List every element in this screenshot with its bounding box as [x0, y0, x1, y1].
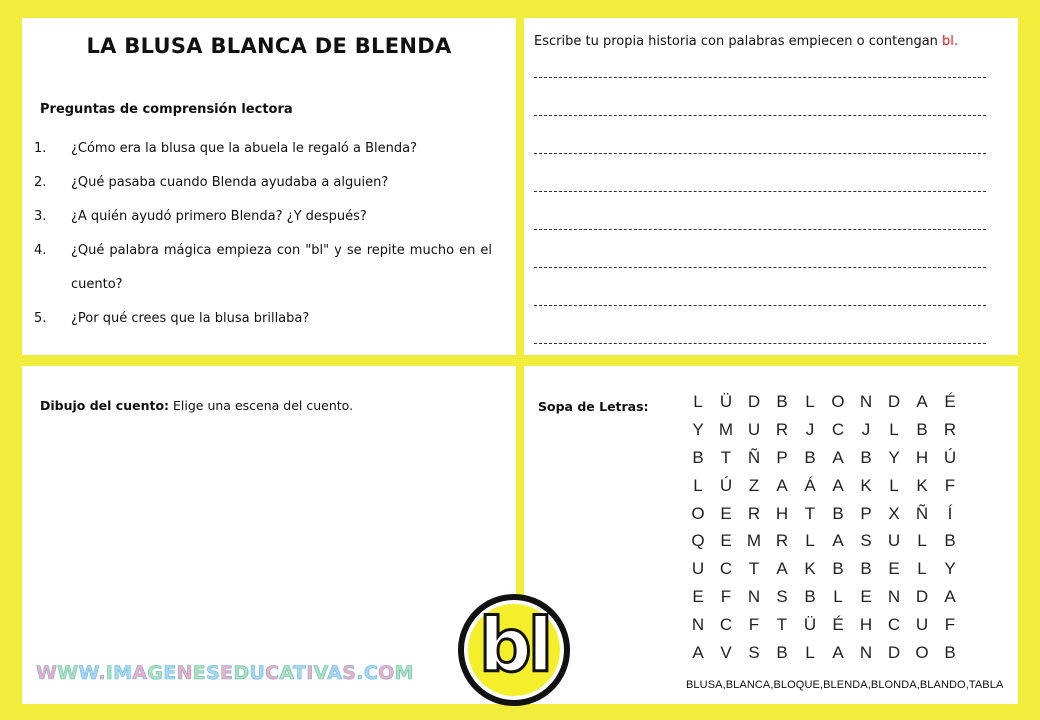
grid-letter: N	[859, 392, 873, 411]
questions-list	[34, 132, 492, 336]
grid-letter: C	[831, 419, 845, 439]
writing-line	[534, 267, 986, 268]
grid-letter: É	[832, 615, 844, 635]
worksheet-title: LA BLUSA BLANCA DE BLENDA	[86, 34, 452, 58]
grid-letter: Ü	[719, 392, 733, 411]
grid-letter: B	[804, 447, 816, 467]
grid-letter: L	[805, 643, 815, 663]
grid-letter: H	[775, 503, 789, 523]
grid-letter: K	[804, 559, 816, 579]
grid-letter: E	[692, 587, 704, 607]
grid-letter: B	[776, 392, 788, 411]
grid-letter: Ú	[943, 447, 957, 467]
grid-letter: Ü	[803, 615, 817, 635]
question-item	[34, 302, 492, 336]
grid-letter: D	[915, 587, 929, 607]
word-search-label: Sopa de Letras:	[538, 399, 649, 414]
grid-letter: T	[748, 559, 760, 579]
grid-row	[684, 583, 964, 611]
question-number: 3.	[34, 209, 47, 224]
grid-letter: M	[718, 419, 734, 439]
grid-letter: B	[916, 419, 928, 439]
grid-letter: U	[887, 531, 901, 551]
grid-row	[684, 416, 964, 444]
word-search-words: BLUSA,BLANCA,BLOQUE,BLENDA,BLONDA,BLANDO,TABLA	[686, 679, 1004, 691]
grid-row	[684, 500, 964, 528]
writing-prompt-accent: bl.	[942, 34, 959, 49]
grid-letter: E	[720, 503, 732, 523]
grid-letter: L	[917, 531, 927, 551]
grid-letter: L	[917, 559, 927, 579]
grid-row	[684, 555, 964, 583]
grid-letter: D	[887, 392, 901, 411]
grid-letter: A	[692, 643, 704, 663]
question-number: 4.	[34, 243, 47, 258]
grid-letter: O	[691, 503, 705, 523]
grid-letter: A	[944, 587, 956, 607]
grid-letter: O	[831, 392, 845, 411]
grid-letter: R	[775, 531, 789, 551]
drawing-panel	[22, 366, 516, 704]
writing-line	[534, 305, 986, 306]
grid-row	[684, 527, 964, 555]
grid-letter: Ñ	[747, 447, 761, 467]
drawing-label	[40, 398, 353, 413]
grid-letter: P	[860, 503, 872, 523]
grid-row	[684, 611, 964, 639]
grid-letter: B	[860, 447, 872, 467]
grid-letter: H	[915, 447, 929, 467]
writing-prompt	[534, 34, 958, 49]
grid-letter: Y	[944, 559, 956, 579]
grid-row	[684, 472, 964, 500]
writing-line	[534, 343, 986, 344]
grid-letter: B	[944, 643, 956, 663]
grid-letter: K	[916, 475, 928, 495]
grid-letter: M	[746, 531, 762, 551]
grid-letter: A	[832, 447, 844, 467]
writing-line	[534, 153, 986, 154]
grid-letter: E	[860, 587, 872, 607]
question-text: ¿Qué palabra mágica empieza con "bl" y se repite mucho en el cuento?	[71, 243, 492, 292]
grid-letter: F	[944, 615, 956, 635]
question-text: ¿Por qué crees que la blusa brillaba?	[71, 311, 310, 326]
grid-letter: A	[832, 643, 844, 663]
grid-letter: E	[720, 531, 732, 551]
grid-letter: E	[888, 559, 900, 579]
bl-badge	[458, 594, 570, 706]
grid-letter: Á	[804, 475, 816, 495]
grid-letter: A	[776, 559, 788, 579]
grid-letter: Ú	[719, 475, 733, 495]
grid-letter: B	[832, 559, 844, 579]
grid-letter: L	[805, 392, 815, 411]
grid-letter: N	[859, 643, 873, 663]
grid-letter: Ñ	[915, 503, 929, 523]
grid-letter: X	[888, 503, 900, 523]
grid-letter: É	[944, 392, 956, 411]
bl-badge-text: bl	[478, 603, 550, 689]
grid-letter: N	[691, 615, 705, 635]
writing-line	[534, 229, 986, 230]
grid-letter: R	[943, 419, 957, 439]
question-number: 5.	[34, 311, 47, 326]
writing-panel	[524, 18, 1018, 355]
word-search-grid	[684, 388, 964, 667]
grid-letter: L	[833, 587, 843, 607]
grid-letter: R	[775, 419, 789, 439]
grid-row	[684, 388, 964, 416]
grid-letter: F	[944, 475, 956, 495]
grid-letter: L	[889, 475, 899, 495]
grid-row	[684, 639, 964, 667]
comprehension-panel	[22, 18, 516, 355]
grid-letter: R	[747, 503, 761, 523]
grid-row	[684, 444, 964, 472]
grid-letter: F	[748, 615, 760, 635]
question-item	[34, 234, 492, 302]
question-item	[34, 200, 492, 234]
grid-letter: C	[719, 559, 733, 579]
grid-letter: J	[805, 419, 815, 439]
grid-letter: Í	[947, 503, 953, 523]
grid-letter: U	[915, 615, 929, 635]
grid-letter: D	[747, 392, 761, 411]
grid-letter: D	[887, 643, 901, 663]
questions-heading: Preguntas de comprensión lectora	[40, 102, 293, 117]
watermark-logo: WWW.IMAGENESEDUCATIVAS.COM	[36, 662, 414, 684]
writing-prompt-text: Escribe tu propia historia con palabras empiecen o contengan	[534, 34, 943, 49]
grid-letter: S	[860, 531, 872, 551]
word-search-panel	[524, 366, 1018, 704]
grid-letter: K	[860, 475, 872, 495]
grid-letter: C	[719, 615, 733, 635]
grid-letter: S	[748, 643, 760, 663]
question-number: 1.	[34, 141, 47, 156]
grid-letter: T	[776, 615, 788, 635]
drawing-label-bold: Dibujo del cuento:	[40, 398, 170, 413]
grid-letter: A	[832, 531, 844, 551]
grid-letter: L	[805, 531, 815, 551]
grid-letter: B	[776, 643, 788, 663]
question-item	[34, 132, 492, 166]
grid-letter: B	[832, 503, 844, 523]
grid-letter: A	[776, 475, 788, 495]
grid-letter: N	[747, 587, 761, 607]
drawing-label-text: Elige una escena del cuento.	[169, 398, 354, 413]
grid-letter: H	[859, 615, 873, 635]
grid-letter: Q	[691, 531, 705, 551]
grid-letter: Y	[692, 419, 704, 439]
grid-letter: P	[776, 447, 788, 467]
grid-letter: A	[916, 392, 928, 411]
grid-letter: U	[747, 419, 761, 439]
grid-letter: Y	[888, 447, 900, 467]
grid-letter: Z	[748, 475, 760, 495]
question-text: ¿Qué pasaba cuando Blenda ayudaba a alguien?	[71, 175, 389, 190]
question-text: ¿Cómo era la blusa que la abuela le regaló a Blenda?	[71, 141, 418, 156]
grid-letter: S	[776, 587, 788, 607]
grid-letter: U	[691, 559, 705, 579]
grid-letter: N	[887, 587, 901, 607]
question-text: ¿A quién ayudó primero Blenda? ¿Y después?	[71, 209, 367, 224]
grid-letter: F	[720, 587, 732, 607]
grid-letter: L	[889, 419, 899, 439]
question-number: 2.	[34, 175, 47, 190]
writing-line	[534, 191, 986, 192]
grid-letter: B	[944, 531, 956, 551]
grid-letter: C	[887, 615, 901, 635]
grid-letter: B	[804, 587, 816, 607]
grid-letter: J	[861, 419, 871, 439]
writing-line	[534, 77, 986, 78]
grid-letter: T	[804, 503, 816, 523]
question-item	[34, 166, 492, 200]
grid-letter: L	[693, 475, 703, 495]
writing-line	[534, 115, 986, 116]
grid-letter: T	[720, 447, 732, 467]
grid-letter: A	[832, 475, 844, 495]
grid-letter: B	[860, 559, 872, 579]
grid-letter: V	[720, 643, 732, 663]
grid-letter: L	[693, 392, 703, 411]
grid-letter: B	[692, 447, 704, 467]
grid-letter: O	[915, 643, 929, 663]
